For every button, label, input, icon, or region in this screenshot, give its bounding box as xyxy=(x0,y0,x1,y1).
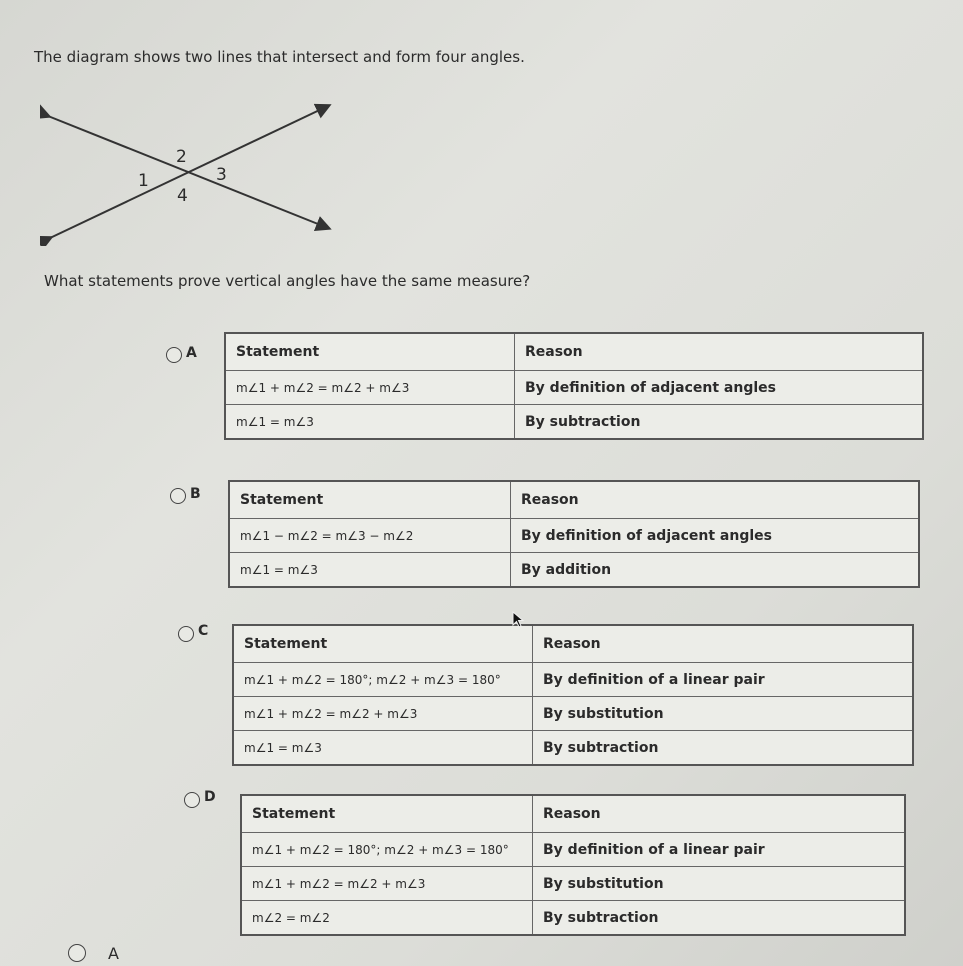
line-two xyxy=(48,116,328,228)
table-row xyxy=(225,405,923,440)
statement-cell: m∠1 = m∠3 xyxy=(229,553,511,588)
option-a-radio[interactable] xyxy=(166,347,182,363)
option-d-letter: D xyxy=(204,789,216,805)
reason-header: Reason xyxy=(511,481,920,519)
reason-cell: By substitution xyxy=(533,867,906,901)
table-header-row xyxy=(229,481,919,519)
option-d-radio[interactable] xyxy=(184,792,200,808)
angle-label-4: 4 xyxy=(177,186,188,206)
reason-cell: By definition of a linear pair xyxy=(533,663,914,697)
angle-label-2: 2 xyxy=(176,147,187,167)
table-row xyxy=(233,731,913,766)
statement-cell: m∠2 = m∠2 xyxy=(241,901,533,936)
option-b-letter: B xyxy=(190,486,201,502)
angle-label-3: 3 xyxy=(216,165,227,185)
table-header-row xyxy=(233,625,913,663)
reason-cell: By subtraction xyxy=(533,731,914,766)
statement-header: Statement xyxy=(233,625,533,663)
prompt-text: The diagram shows two lines that intersect and form four angles. xyxy=(34,48,525,66)
option-a-letter: A xyxy=(186,345,197,361)
option-c-table xyxy=(232,624,914,766)
statement-header: Statement xyxy=(241,795,533,833)
table-row xyxy=(225,371,923,405)
answer-radio[interactable] xyxy=(68,944,86,962)
statement-cell: m∠1 + m∠2 = m∠2 + m∠3 xyxy=(233,697,533,731)
table-row xyxy=(241,867,905,901)
statement-cell: m∠1 + m∠2 = 180°; m∠2 + m∠3 = 180° xyxy=(233,663,533,697)
angle-label-1: 1 xyxy=(138,171,149,191)
option-a-table xyxy=(224,332,924,440)
statement-cell: m∠1 = m∠3 xyxy=(233,731,533,766)
reason-cell: By definition of a linear pair xyxy=(533,833,906,867)
table-header-row xyxy=(241,795,905,833)
option-c-letter: C xyxy=(198,623,209,639)
option-d-table xyxy=(240,794,906,936)
reason-cell: By subtraction xyxy=(533,901,906,936)
reason-cell: By subtraction xyxy=(515,405,924,440)
option-c-radio[interactable] xyxy=(178,626,194,642)
statement-cell: m∠1 + m∠2 = 180°; m∠2 + m∠3 = 180° xyxy=(241,833,533,867)
reason-header: Reason xyxy=(533,625,914,663)
option-b-radio[interactable] xyxy=(170,488,186,504)
statement-cell: m∠1 − m∠2 = m∠3 − m∠2 xyxy=(229,519,511,553)
table-row xyxy=(233,697,913,731)
reason-cell: By definition of adjacent angles xyxy=(511,519,920,553)
mouse-cursor-icon xyxy=(512,611,526,629)
table-row xyxy=(241,901,905,936)
table-row xyxy=(233,663,913,697)
table-header-row xyxy=(225,333,923,371)
statement-cell: m∠1 = m∠3 xyxy=(225,405,515,440)
reason-cell: By definition of adjacent angles xyxy=(515,371,924,405)
answer-label: A xyxy=(108,944,119,963)
reason-cell: By addition xyxy=(511,553,920,588)
statement-header: Statement xyxy=(225,333,515,371)
reason-header: Reason xyxy=(533,795,906,833)
table-row xyxy=(229,553,919,588)
intersecting-lines-diagram xyxy=(40,96,340,246)
statement-cell: m∠1 + m∠2 = m∠2 + m∠3 xyxy=(225,371,515,405)
question-text: What statements prove vertical angles have the same measure? xyxy=(44,272,531,290)
table-row xyxy=(229,519,919,553)
statement-cell: m∠1 + m∠2 = m∠2 + m∠3 xyxy=(241,867,533,901)
table-row xyxy=(241,833,905,867)
reason-cell: By substitution xyxy=(533,697,914,731)
option-b-table xyxy=(228,480,920,588)
statement-header: Statement xyxy=(229,481,511,519)
reason-header: Reason xyxy=(515,333,924,371)
